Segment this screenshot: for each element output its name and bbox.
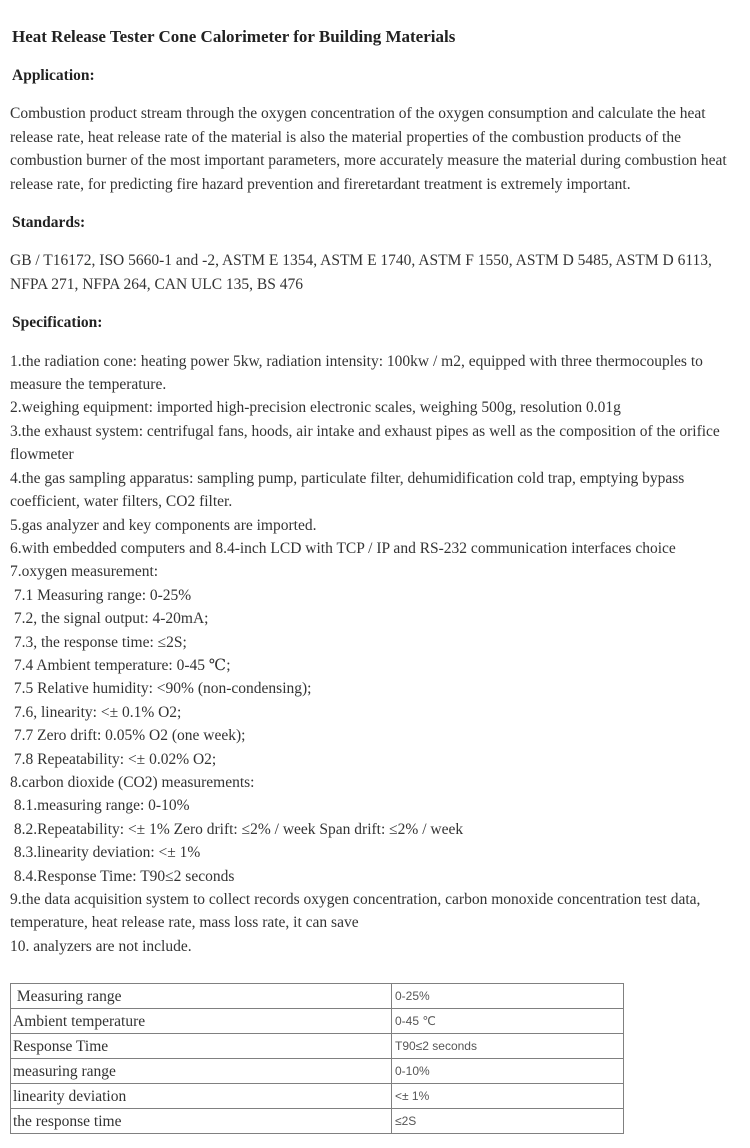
table-row <box>11 1009 624 1034</box>
spec-item-3: 3.the exhaust system: centrifugal fans, hoods, air intake and exhaust pipes as well as the composition of the orifice flowmeter <box>10 422 720 464</box>
application-heading: Application: <box>12 67 95 84</box>
spec-item-7-5: 7.5 Relative humidity: <90% (non-condensing); <box>10 680 312 698</box>
standards-heading: Standards: <box>12 214 86 232</box>
spec-table <box>10 983 624 1134</box>
spec-item-8-2: 8.2.Repeatability: <± 1% Zero drift: ≤2% / week Span drift: ≤2% / week <box>10 820 464 838</box>
standards-paragraph: GB / T16172, ISO 5660-1 and -2, ASTM E 1354, ASTM E 1740, ASTM F 1550, ASTM D 5485, ASTM D 6113, NFPA 271, NFPA 264, CAN ULC 135, BS 476 <box>10 252 712 293</box>
spec-item-1: 1.the radiation cone: heating power 5kw, radiation intensity: 100kw / m2, equipped with three thermocouples to measure the temperature. <box>10 352 703 394</box>
spec-item-5: 5.gas analyzer and key components are imported. <box>10 516 317 534</box>
spec-item-6: 6.with embedded computers and 8.4-inch LCD with TCP / IP and RS-232 communication interfaces choice <box>10 539 676 557</box>
table-row <box>11 1109 624 1134</box>
table-row <box>11 984 624 1009</box>
spec-item-8: 8.carbon dioxide (CO2) measurements: <box>10 773 255 791</box>
spec-label: Ambient temperature <box>11 1009 392 1034</box>
spec-item-2: 2.weighing equipment: imported high-precision electronic scales, weighing 500g, resolution 0.01g <box>10 399 621 417</box>
application-paragraph: Combustion product stream through the oxygen concentration of the oxygen consumption and calculate the heat release rate, heat release rate of the material is also the material properties of the combustion products of the combustion burner of the most important parameters, more accurately measure the material during combustion heat release rate, for predicting fire hazard prevention and fireretardant treatment is extremely important. <box>10 105 727 193</box>
spec-item-9: 9.the data acquisition system to collect records oxygen concentration, carbon monoxide concentration test data, temperature, heat release rate, mass loss rate, it can save <box>10 891 701 932</box>
spec-value: 0-25% <box>392 984 624 1009</box>
spec-value: T90≤2 seconds <box>392 1034 624 1059</box>
spec-item-8-1: 8.1.measuring range: 0-10% <box>10 797 190 815</box>
spec-value: 0-45 ℃ <box>392 1009 624 1034</box>
spec-value: ≤2S <box>392 1109 624 1134</box>
spec-item-7-6: 7.6, linearity: <± 0.1% O2; <box>10 703 182 721</box>
table-row <box>11 1084 624 1109</box>
table-row <box>11 1034 624 1059</box>
spec-item-4: 4.the gas sampling apparatus: sampling pump, particulate filter, dehumidification cold trap, emptying bypass coefficient, water filters, CO2 filter. <box>10 469 685 511</box>
spec-label: Measuring range <box>11 984 392 1009</box>
spec-item-7-3: 7.3, the response time: ≤2S; <box>10 633 187 651</box>
spec-label: Response Time <box>11 1034 392 1059</box>
spec-label: the response time <box>11 1109 392 1134</box>
specification-list <box>10 350 737 959</box>
spec-value: <± 1% <box>392 1084 624 1109</box>
spec-item-7-4: 7.4 Ambient temperature: 0-45 ℃; <box>10 656 231 674</box>
spec-item-7-8: 7.8 Repeatability: <± 0.02% O2; <box>10 750 217 768</box>
spec-item-8-3: 8.3.linearity deviation: <± 1% <box>10 844 201 862</box>
spec-item-7-7: 7.7 Zero drift: 0.05% O2 (one week); <box>10 727 246 745</box>
spec-value: 0-10% <box>392 1059 624 1084</box>
spec-item-7-1: 7.1 Measuring range: 0-25% <box>10 586 192 604</box>
specification-heading: Specification: <box>12 314 103 332</box>
page-title: Heat Release Tester Cone Calorimeter for Building Materials <box>12 27 456 46</box>
spec-label: linearity deviation <box>11 1084 392 1109</box>
table-row <box>11 1059 624 1084</box>
spec-item-10: 10. analyzers are not include. <box>10 937 192 955</box>
spec-item-8-4: 8.4.Response Time: T90≤2 seconds <box>10 867 235 885</box>
spec-item-7-2: 7.2, the signal output: 4-20mA; <box>10 610 209 628</box>
spec-label: measuring range <box>11 1059 392 1084</box>
spec-item-7: 7.oxygen measurement: <box>10 563 159 581</box>
